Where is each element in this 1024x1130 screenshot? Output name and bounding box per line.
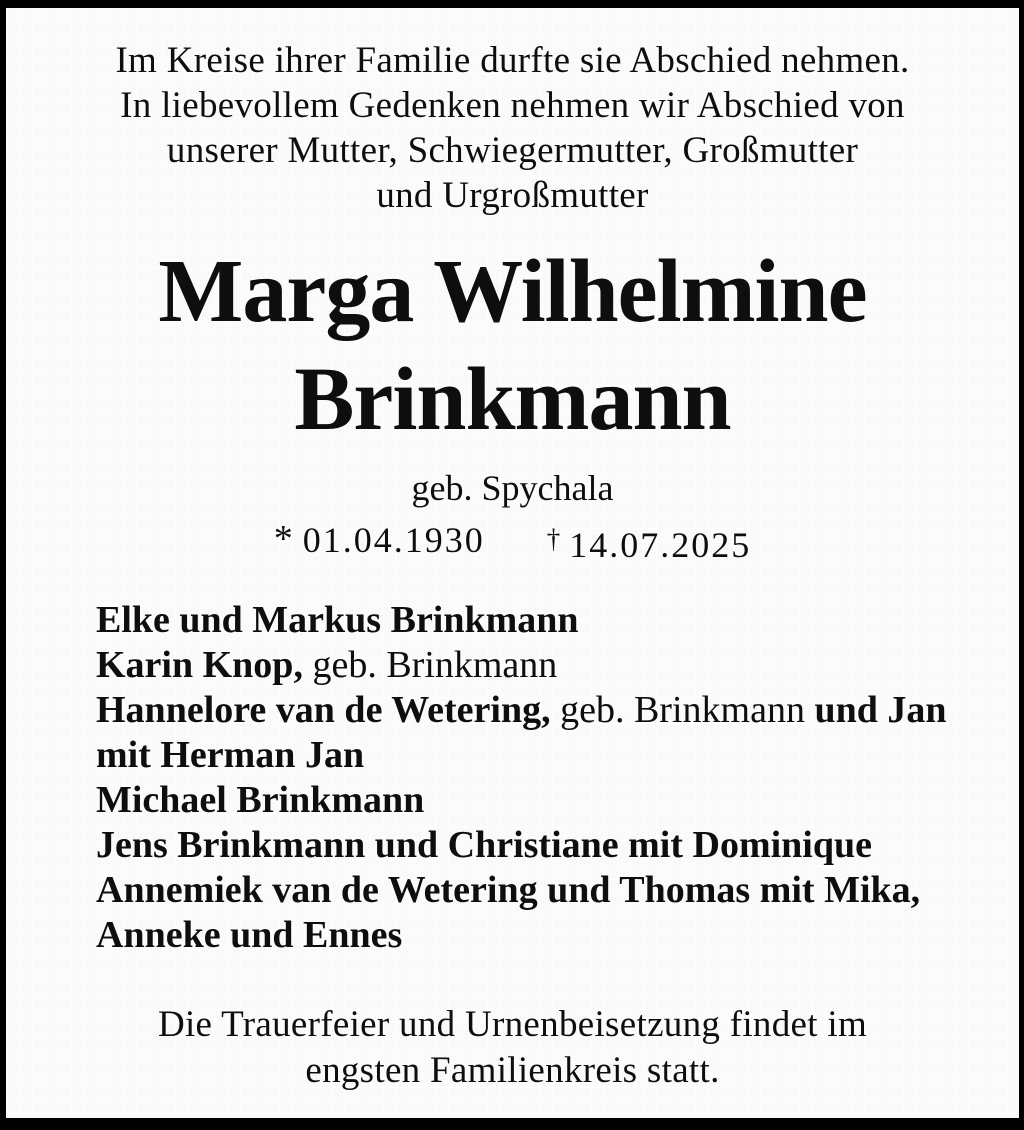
mourner-line <box>96 643 999 688</box>
mourner-name-segment: Jens Brinkmann und Christiane mit Dominique <box>96 824 872 866</box>
mourner-line <box>96 823 999 868</box>
mourner-line <box>96 868 999 913</box>
closing-text <box>6 1002 1019 1094</box>
mourner-name-segment: und Jan <box>814 689 947 731</box>
closing-line: engsten Familienkreis statt. <box>305 1050 720 1091</box>
death-cross-symbol: † <box>546 524 561 554</box>
intro-line: und Urgroßmutter <box>376 175 649 216</box>
maiden-name-segment: geb. Brinkmann <box>550 689 815 731</box>
birth-date-value: 01.04.1930 <box>302 520 485 560</box>
mourner-line <box>96 688 999 733</box>
mourners-list <box>6 598 1019 958</box>
mourner-name-segment: Anneke und Ennes <box>96 914 403 956</box>
intro-line: In liebevollem Gedenken nehmen wir Abschied von <box>120 85 905 126</box>
mourner-line <box>96 913 999 958</box>
closing-line: Die Trauerfeier und Urnenbeisetzung findet im <box>157 1004 868 1045</box>
mourner-name-segment: Karin Knop, <box>96 644 303 686</box>
deceased-family-name: Brinkmann <box>294 350 731 449</box>
death-date <box>547 514 752 570</box>
deceased-name <box>6 238 1019 454</box>
intro-line: unserer Mutter, Schwiegermutter, Großmutter <box>166 130 859 171</box>
maiden-name: geb. Spychala <box>411 468 614 508</box>
death-date-value: 14.07.2025 <box>569 525 752 565</box>
mourner-name-segment: Hannelore van de Wetering, <box>96 689 551 731</box>
intro-text <box>6 38 1019 218</box>
deceased-given-names: Marga Wilhelmine <box>158 242 867 341</box>
birth-star-symbol: * <box>273 518 293 560</box>
mourner-name-segment: Michael Brinkmann <box>96 779 425 821</box>
mourner-line <box>96 733 999 778</box>
mourner-line <box>96 598 999 643</box>
mourner-name-segment: Annemiek van de Wetering und Thomas mit Mika, <box>96 869 921 911</box>
life-dates <box>6 514 1019 570</box>
intro-line: Im Kreise ihrer Familie durfte sie Abschied nehmen. <box>115 40 910 81</box>
birth-date <box>274 514 485 570</box>
mourner-name-segment: mit Herman Jan <box>96 734 365 776</box>
mourner-name-segment: Elke und Markus Brinkmann <box>96 599 579 641</box>
mourner-line <box>96 778 999 823</box>
maiden-name-segment: geb. Brinkmann <box>302 644 558 686</box>
